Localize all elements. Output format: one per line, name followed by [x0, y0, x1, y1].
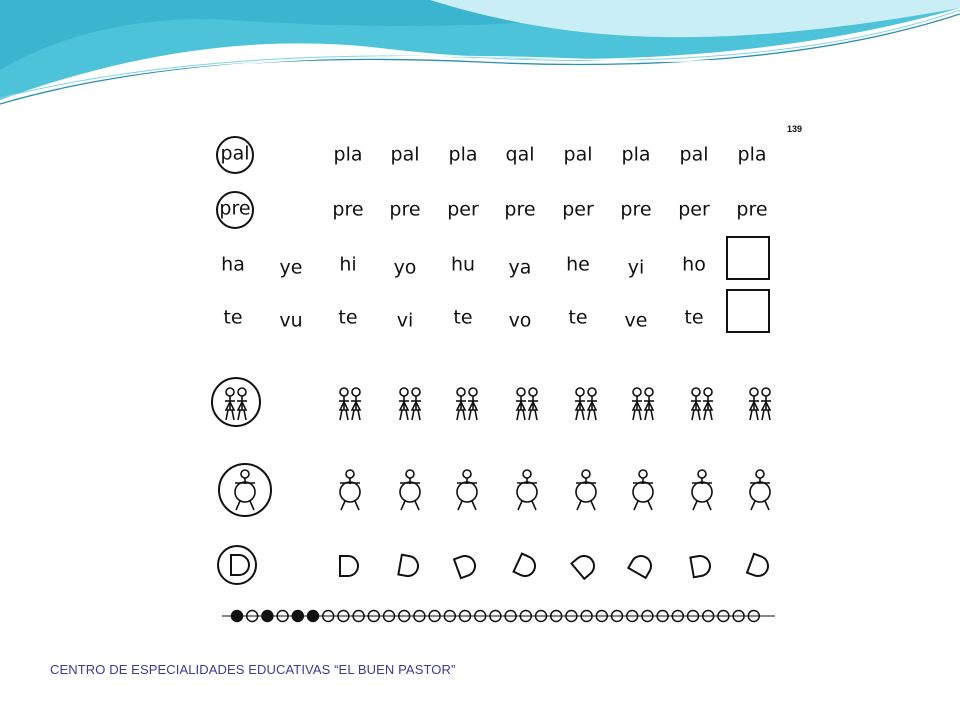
- syllable-item: te: [338, 306, 358, 329]
- syllable-item: ye: [279, 256, 303, 279]
- drummer-icon: [576, 470, 596, 510]
- model-two-children-icon: [225, 388, 247, 420]
- model-circle: [219, 464, 271, 516]
- model-circle: [218, 546, 256, 584]
- syllable-item: pre: [332, 198, 364, 221]
- letter-d-icon: [398, 555, 419, 578]
- syllable-item: pre: [736, 198, 768, 221]
- letter-d-icon: [628, 552, 654, 578]
- letter-d-icon: [340, 556, 358, 576]
- model-letter-d-icon: [231, 555, 249, 575]
- syllable-item: te: [223, 306, 243, 329]
- syllable-item: vu: [279, 309, 303, 332]
- letter-d-icon: [571, 552, 598, 579]
- drummer-icon: [400, 470, 420, 510]
- syllable-item: pla: [333, 143, 363, 166]
- syllable-item: hi: [339, 253, 357, 276]
- syllable-item: pre: [389, 198, 421, 221]
- letter-d-icon: [454, 553, 478, 578]
- answer-box: [727, 237, 769, 279]
- drummer-icon: [517, 470, 537, 510]
- syllable-item: ha: [221, 253, 245, 276]
- syllable-item: ve: [624, 309, 648, 332]
- syllable-item: ho: [682, 253, 706, 276]
- letter-d-icon: [747, 554, 771, 579]
- model-drummer-icon: [235, 470, 255, 510]
- syllable-item: te: [684, 306, 704, 329]
- syllable-item: he: [566, 253, 590, 276]
- syllable-item: qal: [505, 143, 535, 166]
- two-children-icon: [516, 388, 538, 420]
- syllable-item: pre: [620, 198, 652, 221]
- model-syllable: pre: [219, 197, 251, 220]
- syllable-item: pre: [504, 198, 536, 221]
- letter-d-icon: [690, 554, 711, 577]
- syllable-item: pal: [563, 143, 593, 166]
- two-children-icon: [632, 388, 654, 420]
- syllable-item: vo: [508, 309, 532, 332]
- syllable-item: pla: [737, 143, 767, 166]
- syllable-item: hu: [450, 253, 476, 276]
- two-children-icon: [575, 388, 597, 420]
- syllable-item: te: [453, 306, 473, 329]
- two-children-icon: [749, 388, 771, 420]
- model-syllable: pal: [220, 142, 250, 165]
- footer-text: CENTRO DE ESPECIALIDADES EDUCATIVAS “EL BUEN PASTOR”: [50, 662, 456, 677]
- syllable-item: vi: [396, 309, 414, 332]
- syllable-item: yi: [627, 256, 645, 279]
- drummer-icon: [750, 470, 770, 510]
- syllable-item: per: [447, 198, 479, 221]
- syllable-item: ya: [508, 256, 532, 279]
- syllable-item: pla: [448, 143, 478, 166]
- syllable-item: pla: [621, 143, 651, 166]
- drummer-icon: [340, 470, 360, 510]
- syllable-item: te: [568, 306, 588, 329]
- letter-d-icon: [514, 554, 539, 580]
- worksheet-page: [137, 78, 855, 654]
- two-children-icon: [456, 388, 478, 420]
- drummer-icon: [633, 470, 653, 510]
- syllable-item: pal: [679, 143, 709, 166]
- syllable-item: per: [678, 198, 710, 221]
- two-children-icon: [339, 388, 361, 420]
- model-circle: [212, 378, 260, 426]
- answer-box: [727, 290, 769, 332]
- page-number: 139: [787, 124, 803, 134]
- syllable-item: per: [562, 198, 594, 221]
- two-children-icon: [399, 388, 421, 420]
- drummer-icon: [692, 470, 712, 510]
- two-children-icon: [691, 388, 713, 420]
- drummer-icon: [457, 470, 477, 510]
- syllable-item: pal: [390, 143, 420, 166]
- syllable-item: yo: [393, 256, 417, 279]
